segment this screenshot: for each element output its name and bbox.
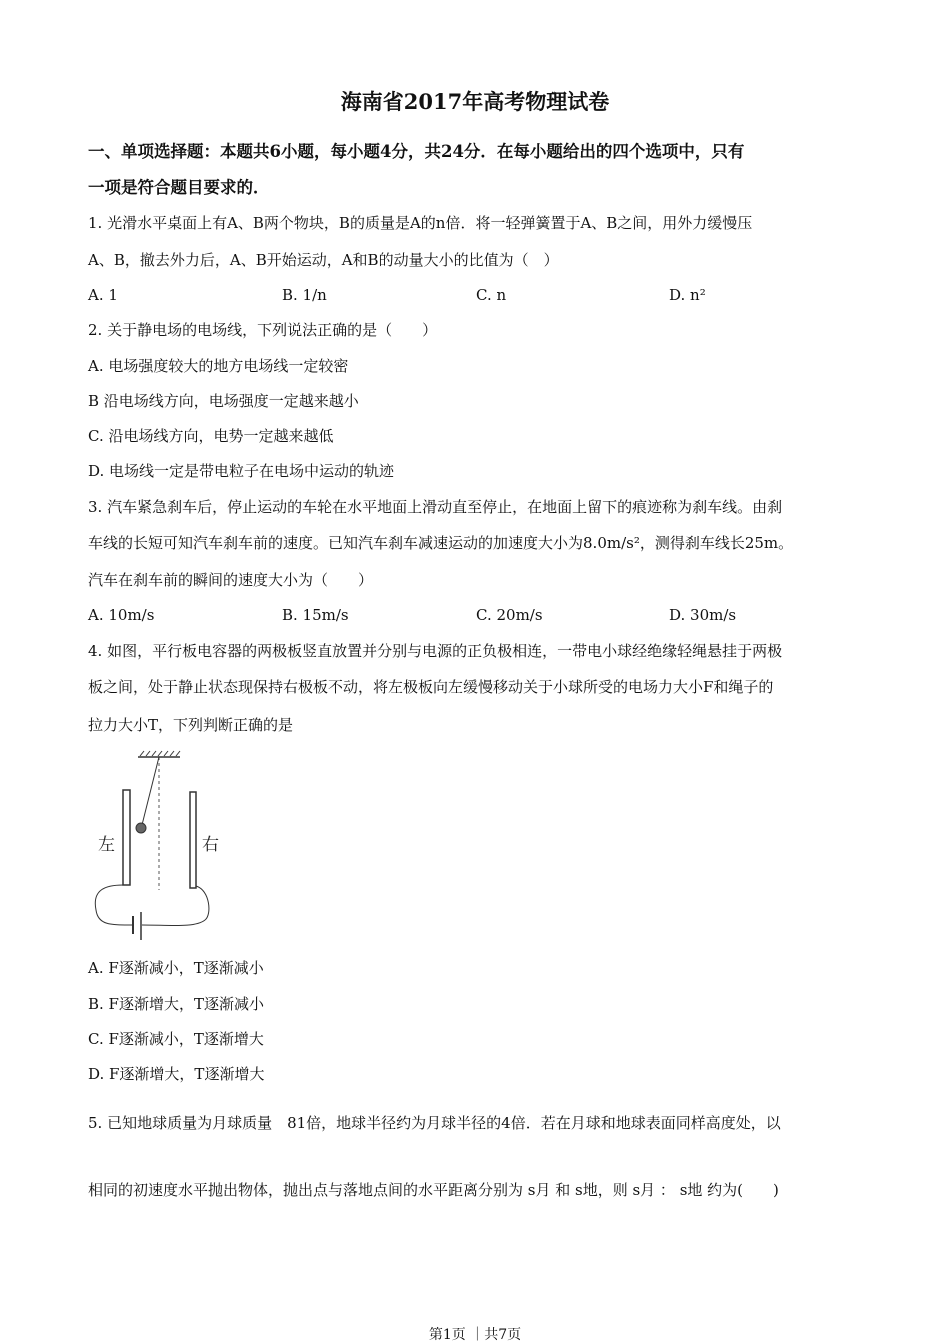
option: A. F逐渐减小，T逐渐减小 [88, 959, 264, 977]
option: A. 10m/s [88, 606, 155, 624]
option: B. F逐渐增大，T逐渐减小 [88, 995, 264, 1013]
option: C. n [476, 286, 507, 304]
question-3: 汽车在刹车前的瞬间的速度大小为（ ） [88, 571, 374, 589]
question-5: 相同的初速度水平抛出物体，抛出点与落地点间的水平距离分别为 s月 和 s地，则 s月 ： s地 约为( ) [88, 1181, 779, 1199]
question-4: 4. 如图，平行板电容器的两极板竖直放置并分别与电源的正负极相连，一带电小球经绝缘轻绳悬挂于两极 [88, 642, 783, 660]
question-1: A、B，撤去外力后，A、B开始运动，A和B的动量大小的比值为（ ） [88, 251, 559, 269]
question-1: 1. 光滑水平桌面上有A、B两个物块，B的质量是A的n倍．将一轻弹簧置于A、B之间，用外力缓慢压 [88, 214, 753, 232]
option: B. 1/n [282, 286, 327, 304]
option: C. 20m/s [476, 606, 543, 624]
left-label: 左 [98, 835, 115, 855]
option: D. F逐渐增大，T逐渐增大 [88, 1065, 265, 1083]
option: A. 电场强度较大的地方电场线一定较密 [88, 357, 349, 375]
question-5: 5. 已知地球质量为月球质量 81倍，地球半径约为月球半径的4倍．若在月球和地球表面同样高度处，以 [88, 1114, 781, 1132]
option: B. 15m/s [282, 606, 349, 624]
page-title: 海南省2017年高考物理试卷 [340, 89, 610, 114]
question-2: 2. 关于静电场的电场线，下列说法正确的是（ ） [88, 321, 438, 339]
option: C. 沿电场线方向，电势一定越来越低 [88, 427, 334, 445]
page-footer: 第1页 ｜共7页 [428, 1327, 522, 1343]
section-heading: 一项是符合题目要求的． [88, 178, 270, 197]
question-4: 板之间，处于静止状态现保持右极板不动，将左极板向左缓慢移动关于小球所受的电场力大小F和绳子的 [88, 678, 774, 696]
section-heading: 一、单项选择题：本题共6小题，每小题4分，共24分．在每小题给出的四个选项中，只有 [88, 142, 745, 161]
question-3: 3. 汽车紧急刹车后，停止运动的车轮在水平地面上滑动直至停止，在地面上留下的痕迹称为刹车线。由刹 [88, 498, 783, 516]
question-3: 车线的长短可知汽车刹车前的速度。已知汽车刹车减速运动的加速度大小为8.0m/s²，测得刹车线长25m。 [88, 534, 794, 552]
capacitor-figure [80, 740, 240, 950]
option: B 沿电场线方向，电场强度一定越来越小 [88, 392, 359, 410]
option: D. n² [669, 286, 706, 304]
option: C. F逐渐减小，T逐渐增大 [88, 1030, 264, 1048]
question-4: 拉力大小T，下列判断正确的是 [88, 716, 294, 734]
option: A. 1 [88, 286, 118, 304]
option: D. 30m/s [669, 606, 737, 624]
option: D. 电场线一定是带电粒子在电场中运动的轨迹 [88, 462, 395, 480]
right-label: 右 [202, 835, 219, 855]
